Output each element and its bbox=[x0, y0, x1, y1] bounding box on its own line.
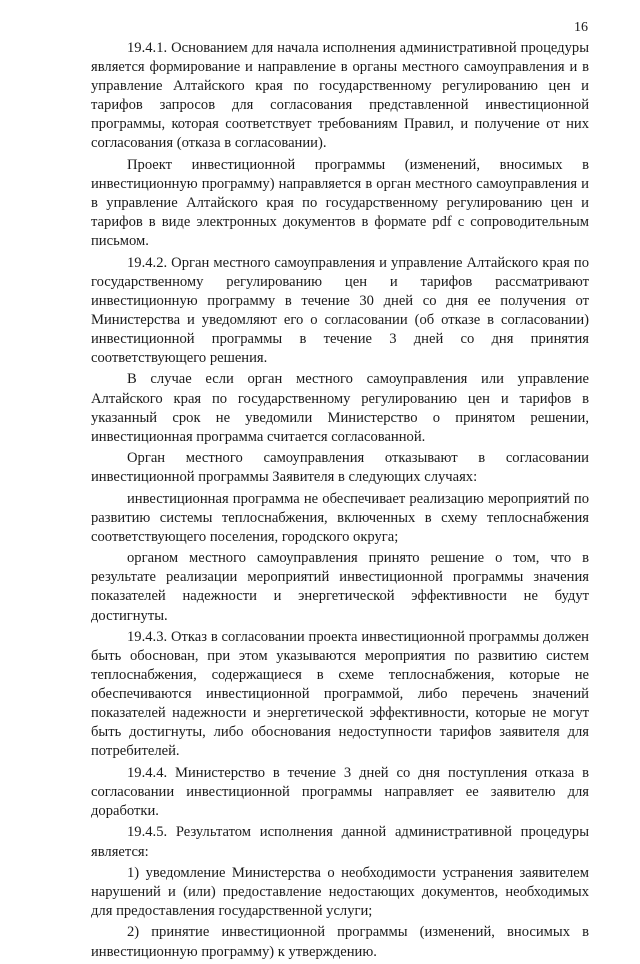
paragraph-project-submission: Проект инвестиционной программы (изменений, вносимых в инвестиционную программу) направляется в орган местного самоуправления и в управление Алтайского края по государственному регулированию цен и тарифов в виде электронных документов в формате pdf с сопроводительным письмом. bbox=[91, 156, 589, 250]
paragraph-refusal-case-1: инвестиционная программа не обеспечивает реализацию мероприятий по развитию системы теплоснабжения, включенных в схему теплоснабжения соответствующего поселения, городского округа; bbox=[91, 490, 589, 545]
paragraph-19-4-2: 19.4.2. Орган местного самоуправления и управление Алтайского края по государственному регулированию цен и тарифов рассматривают инвестиционную программу в течение 30 дней со дня ее получения от Министерства и уведомляют его о согласовании (об отказе в согласовании) инвестиционной программы в течение 3 дней со дня принятия соответствующего решения. bbox=[91, 254, 589, 367]
paragraph-result-2: 2) принятие инвестиционной программы (изменений, вносимых в инвестиционную программу) к утверждению. bbox=[91, 924, 589, 960]
page-number: 16 bbox=[574, 20, 588, 35]
paragraph-result-1: 1) уведомление Министерства о необходимости устранения заявителем нарушений и (или) предоставление недостающих документов, необходимых для предоставления государственной услуги; bbox=[91, 864, 589, 920]
paragraph-deemed-approved: В случае если орган местного самоуправления или управление Алтайского края по государственному регулированию цен и тарифов в указанный срок не уведомили Министерство о принятом решении, инвестиционная программа считается согласованной. bbox=[91, 371, 589, 445]
document-body bbox=[91, 39, 589, 964]
paragraph-19-4-5: 19.4.5. Результатом исполнения данной административной процедуры является: bbox=[91, 824, 589, 860]
paragraph-19-4-4: 19.4.4. Министерство в течение 3 дней со дня поступления отказа в согласовании инвестиционной программы направляет ее заявителю для доработки. bbox=[91, 764, 589, 820]
paragraph-19-4-3: 19.4.3. Отказ в согласовании проекта инвестиционной программы должен быть обоснован, при этом указываются мероприятия по развитию систем теплоснабжения, содержащиеся в схеме теплоснабжения, которые не обеспечиваются инвестиционной программой, либо перечень значений показателей надежности и энергетической эффективности, которые не могут быть достигнуты, либо обоснования недоступности тарифов заявителя для потребителей. bbox=[91, 628, 589, 760]
paragraph-refusal-case-2: органом местного самоуправления принято решение о том, что в результате реализации мероприятий инвестиционной программы значения показателей надежности и энергетической эффективности не будут достигнуты. bbox=[91, 550, 589, 624]
paragraph-19-4-1: 19.4.1. Основанием для начала исполнения административной процедуры является формирование и направление в органы местного самоуправления и в управление Алтайского края по государственному регулированию цен и тарифов запросов для согласования представленной инвестиционной программы, которая соответствует требованиям Правил, и получение от них согласования (отказа в согласовании). bbox=[91, 40, 589, 152]
paragraph-refusal-cases: Орган местного самоуправления отказывают в согласовании инвестиционной программы Заявителя в следующих случаях: bbox=[91, 450, 589, 486]
